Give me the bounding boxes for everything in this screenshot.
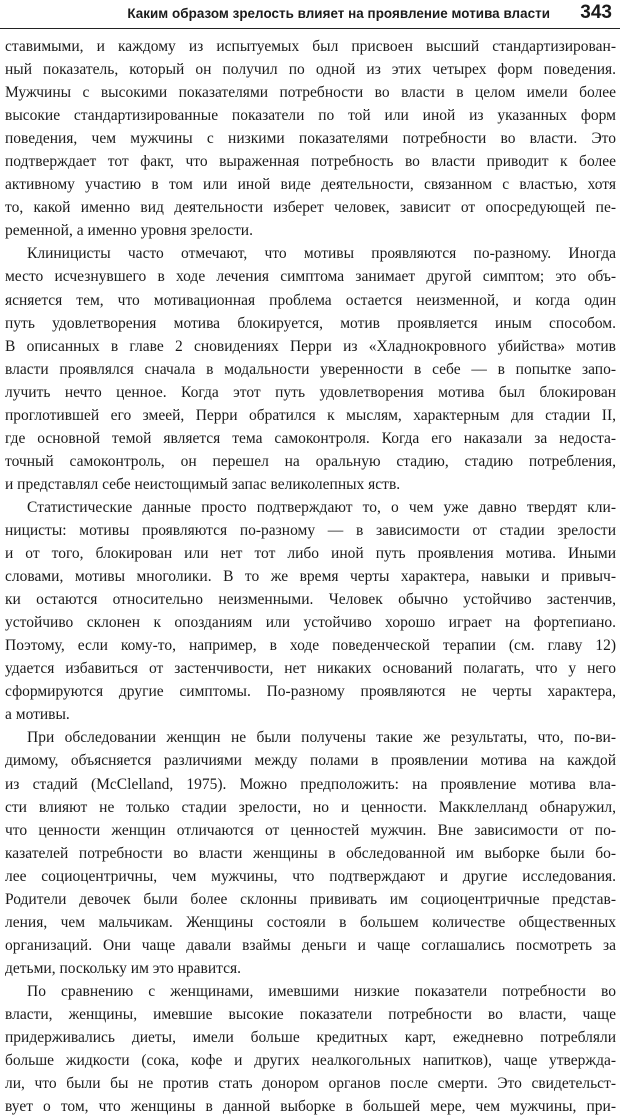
paragraph-start-line: При обследовании женщин не были получены такие же результаты, что, по-ви- bbox=[27, 729, 616, 747]
text-line: подтверждает тот факт, что выраженная потребность во власти приводит к более bbox=[5, 153, 616, 171]
text-line: и представлял себе неистощимый запас великолепных яств. bbox=[5, 475, 401, 493]
text-line: Родители девочек были более склонны прививать им социоцентричные представ- bbox=[5, 890, 616, 908]
text-line: активному участию в том или иной виде деятельности, связанном с властью, хотя bbox=[5, 176, 616, 194]
text-line: Поэтому, если кому-то, например, в ходе поведенческой терапии (см. главу 12) bbox=[5, 637, 616, 655]
text-line: ки остаются относительно неизменными. Человек обычно устойчиво застенчив, bbox=[5, 591, 616, 609]
text-line: устойчиво склонен к опозданиям или устойчиво хорошо играет на фортепиано. bbox=[5, 614, 616, 632]
text-line: Мужчины с высокими показателями потребности во власти в целом имели более bbox=[5, 84, 616, 102]
text-line: больше жидкости (сока, кофе и других неалкогольных напитков), чаще утвержда- bbox=[5, 1052, 616, 1070]
text-line: то, какой именно вид деятельности изберет человек, зависит от опосредующей пе- bbox=[5, 199, 616, 217]
text-line: и от того, блокирован или нет тот либо иной путь проявления мотива. Иными bbox=[5, 545, 616, 563]
text-line: что ценности женщин отличаются от ценностей мужчин. Вне зависимости от по- bbox=[5, 821, 616, 839]
text-line: ставимыми, и каждому из испытуемых был присвоен высший стандартизирован- bbox=[5, 38, 616, 55]
text-line: высокие стандартизированные показатели по той или иной из указанных форм bbox=[5, 107, 616, 125]
text-line: казателей потребности во власти женщины в обследованной им выборке были бо- bbox=[5, 844, 616, 862]
text-line: димому, объясняется различиями между полами в проявлении мотива на каждой bbox=[5, 752, 616, 770]
text-line: ли, что были бы не против стать донором органов после смерти. Это свидетельст- bbox=[5, 1075, 616, 1093]
text-line: путь удовлетворения мотива блокируется, мотив проявляется иным способом. bbox=[5, 314, 616, 332]
running-title: Каким образом зрелость влияет на проявление мотива власти bbox=[127, 6, 550, 21]
text-line: поведения, чем мужчины с низкими показателями потребности во власти. Это bbox=[5, 130, 616, 148]
paragraph-start-line: Клиницисты часто отмечают, что мотивы проявляются по-разному. Иногда bbox=[27, 245, 616, 263]
text-line: проглотившей его змеей, Перри обратился к мыслям, характерным для стадии II, bbox=[5, 406, 616, 424]
text-line: удается избавиться от застенчивости, нет никаких оснований полагать, что у него bbox=[5, 660, 616, 678]
text-line: власти проявлялся сначала в модальности уверенности в себе — в попытке запо- bbox=[5, 360, 616, 378]
running-header bbox=[0, 0, 620, 29]
text-line: вует о том, что женщины в данной выборке в большей мере, чем мужчины, при- bbox=[5, 1098, 616, 1116]
text-line: организаций. Они чаще давали взаймы деньги и чаще соглашались посмотреть за bbox=[5, 936, 616, 954]
text-line: придерживались диеты, имели больше кредитных карт, ежедневно потребляли bbox=[5, 1029, 616, 1047]
text-line: В описанных в главе 2 сновидениях Перри из «Хладнокровного убийства» мотив bbox=[5, 337, 616, 355]
page-number: 343 bbox=[580, 2, 612, 23]
text-line: ный показатель, который он получил по одной из этих четырех форм поведения. bbox=[5, 61, 616, 79]
paragraph-start-line: По сравнению с женщинами, имевшими низкие показатели потребности во bbox=[27, 982, 616, 1000]
text-line: лее социоцентричны, чем мужчины, что подтверждают и другие исследования. bbox=[5, 867, 616, 885]
text-line: словами, мотивы многолики. В то же время черты характера, навыки и привыч- bbox=[5, 568, 616, 586]
text-line: из стадий (McClelland, 1975). Можно предположить: на проявление мотива вла- bbox=[5, 775, 616, 793]
text-line: а мотивы. bbox=[5, 706, 70, 724]
text-line: где основной темой является тема самоконтроля. Когда его наказали за недоста- bbox=[5, 429, 616, 447]
text-line: сти влияют не только стадии зрелости, но и ценности. Макклелланд обнаружил, bbox=[5, 798, 616, 816]
text-line: власти, женщины, имевшие высокие показатели потребности во власти, чаще bbox=[5, 1005, 616, 1023]
text-line: ясняется тем, что мотивационная проблема остается неизменной, и когда один bbox=[5, 291, 616, 309]
text-line: детьми, поскольку им это нравится. bbox=[5, 959, 242, 977]
paragraph-start-line: Статистические данные просто подтверждают то, о чем уже давно твердят кли- bbox=[27, 498, 616, 516]
text-line: место исчезнувшего в ходе лечения симптома занимает другой симптом; это объ- bbox=[5, 268, 616, 286]
body-text bbox=[5, 35, 616, 1118]
text-line: ременной, а именно уровня зрелости. bbox=[5, 222, 253, 240]
text-line: сформируются другие симптомы. По-разному проявляются не черты характера, bbox=[5, 683, 616, 701]
text-line: точный самоконтроль, он перешел на оральную стадию, стадию потребления, bbox=[5, 452, 616, 470]
text-line: лучить нечто ценное. Когда этот путь удовлетворения мотива был блокирован bbox=[5, 383, 616, 401]
text-line: ницисты: мотивы проявляются по-разному — в зависимости от стадии зрелости bbox=[5, 521, 616, 539]
text-line: ления, чем мальчикам. Женщины состояли в большем количестве общественных bbox=[5, 913, 616, 931]
